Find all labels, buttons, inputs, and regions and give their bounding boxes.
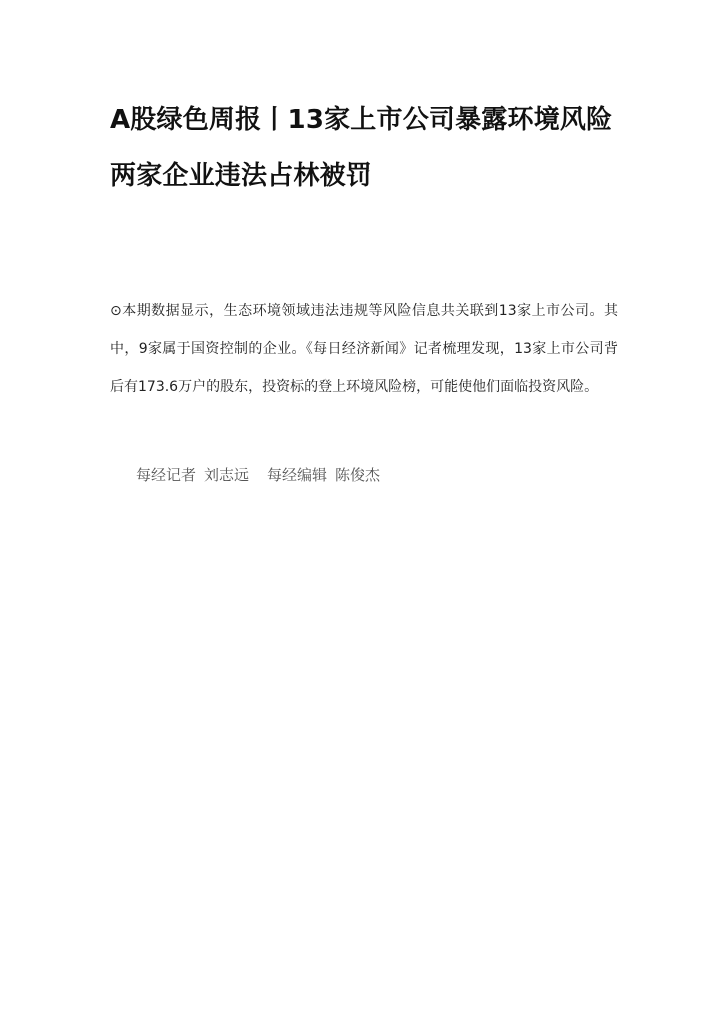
article-summary: ⊙本期数据显示，生态环境领域违法违规等风险信息共关联到13家上市公司。其中，9家属于国资控制的企业。《每日经济新闻》记者梳理发现，13家上市公司背后有173.6万户的股东，投资标的登上环境风险榜，可能使他们面临投资风险。 (110, 303, 618, 395)
editor-label: 每经编辑 (267, 466, 328, 484)
article-title: A股绿色周报丨13家上市公司暴露环境风险 两家企业违法占林被罚 (110, 105, 613, 191)
reporter-label: 每经记者 (136, 466, 197, 484)
reporter-name: 刘志远 (204, 466, 250, 484)
byline (136, 462, 380, 488)
editor-name: 陈俊杰 (335, 466, 381, 484)
